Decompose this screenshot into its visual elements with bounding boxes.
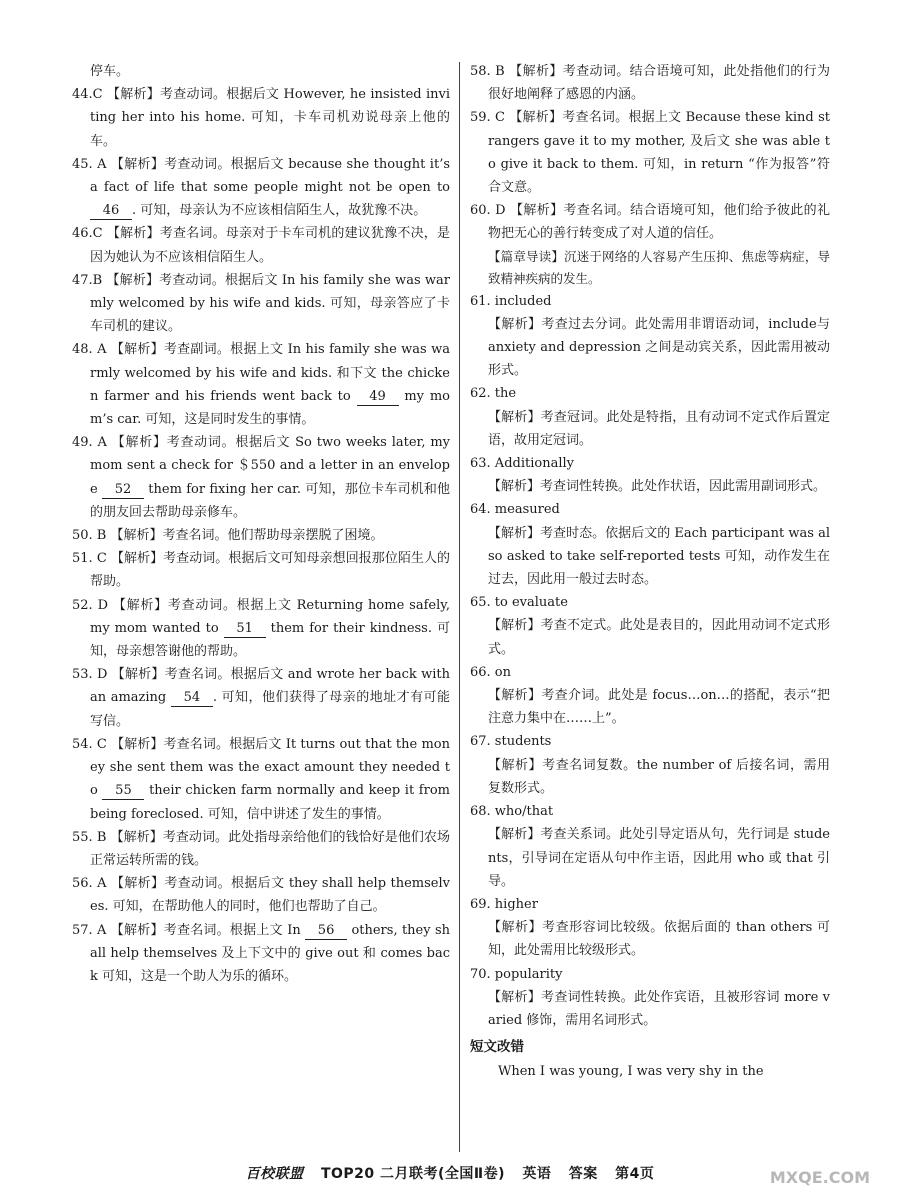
item-text: 48. A 【解析】考查副词。根据上文 In his family she was warmly welcomed by his wife and kids. 和下文 the chicken farmer and his friends went back to: [72, 342, 450, 404]
answer-key: 67. students: [470, 734, 552, 750]
item-text: 53. D 【解析】考查名词。根据后文 and wrote her back with an amazing: [72, 667, 450, 706]
footer-kind: 答案: [568, 1166, 598, 1182]
item-text: my mom’s car. 可知，这是同时发生的事情。: [90, 388, 450, 428]
answer-item: [72, 338, 450, 431]
item-text: 49. A 【解析】考查动词。根据后文 So two weeks later, my mom sent a check for ＄550 and a letter in an envelope: [72, 435, 450, 497]
item-text: 52. D 【解析】考查动词。根据上文 Returning home safely, my mom wanted to: [72, 597, 450, 636]
blank-number: 49: [357, 389, 399, 406]
item-text: them for their kindness. 可知，母亲想答谢他的帮助。: [90, 620, 450, 660]
answer-explanation: 【解析】考查介词。此处是 focus…on…的搭配，表示“把注意力集中在……上”。: [488, 688, 830, 727]
left-column: [72, 60, 450, 1130]
answer-item: 59. C 【解析】考查名词。根据上文 Because these kind strangers gave it to my mother, 及后文 she was able to give it back to them. 可知，in return “作为报答”符合文意。: [470, 110, 830, 196]
answer-item: 50. B 【解析】考查名词。他们帮助母亲摆脱了困境。: [72, 528, 384, 544]
answer-explanation: 【解析】考查形容词比较级。依据后面的 than others 可知，此处需用比较级形式。: [488, 920, 830, 959]
item-text: others, they shall help themselves 及上下文中的 give out 和 comes back 可知，这是一个助人为乐的循环。: [90, 922, 450, 984]
answer-item: [72, 594, 450, 664]
answer-explanation: 【解析】考查词性转换。此处作宾语，且被形容词 more varied 修饰，需用名词形式。: [488, 989, 830, 1028]
column-divider: [459, 62, 460, 1152]
page-footer: [0, 1163, 900, 1183]
answer-item: [72, 431, 450, 524]
item-text: . 可知，母亲认为不应该相信陌生人，故犹豫不决。: [132, 203, 427, 219]
footer-brand: 百校联盟: [245, 1166, 304, 1182]
answer-item: 58. B 【解析】考查动词。结合语境可知，此处指他们的行为很好地阐释了感恩的内涵。: [470, 64, 830, 103]
blank-number: 54: [171, 690, 213, 707]
blank-number: 56: [305, 923, 347, 940]
answer-item: 55. B 【解析】考查动词。此处指母亲给他们的钱恰好是他们农场正常运转所需的钱。: [72, 829, 450, 868]
continued-text: 停车。: [90, 64, 130, 79]
footer-exam: TOP20 二月联考(全国Ⅱ卷): [320, 1166, 506, 1182]
answer-key: 62. the: [470, 386, 517, 402]
answer-explanation: 【解析】考查词性转换。此处作状语，因此需用副词形式。: [488, 479, 827, 495]
section-heading: 短文改错: [470, 1039, 524, 1056]
item-text: 57. A 【解析】考查名词。根据上文 In: [72, 922, 306, 938]
item-text: them for fixing her car. 可知，那位卡车司机和他的朋友回去帮助母亲修车。: [90, 481, 450, 520]
answer-item: 47.B 【解析】考查动词。根据后文 In his family she was warmly welcomed by his wife and kids. 可知，母亲答应了卡车司机的建议。: [72, 272, 450, 335]
footer-subject: 英语: [522, 1166, 552, 1182]
answer-item: [72, 153, 450, 223]
answer-key: 70. popularity: [470, 966, 563, 982]
answer-key: 66. on: [470, 664, 512, 680]
answer-item: 51. C 【解析】考查动词。根据后文可知母亲想回报那位陌生人的帮助。: [72, 551, 450, 590]
answer-item: 60. D 【解析】考查名词。结合语境可知，他们给予彼此的礼物把无心的善行转变成了对人道的信任。: [470, 203, 830, 242]
item-text: 45. A 【解析】考查动词。根据后文 because she thought it’s a fact of life that some people might not be open to: [72, 156, 450, 196]
item-text: 54. C 【解析】考查名词。根据后文 It turns out that the money she sent them was the exact amount they needed to: [72, 736, 450, 799]
blank-number: 52: [102, 482, 144, 499]
answer-explanation: 【解析】考查时态。依据后文的 Each participant was also asked to take self-reported tests 可知，动作发生在过去，因此用一般过去时态。: [488, 525, 830, 588]
answer-key: 65. to evaluate: [470, 595, 568, 611]
answer-key: 64. measured: [470, 502, 560, 518]
answer-explanation: 【解析】考查不定式。此处是表目的，因此用动词不定式形式。: [488, 618, 830, 657]
footer-page-number: 第4页: [615, 1166, 655, 1182]
answer-key: 69. higher: [470, 896, 538, 912]
item-text: their chicken farm normally and keep it from being foreclosed. 可知，信中讲述了发生的事情。: [90, 783, 450, 822]
answer-item: 44.C 【解析】考查动词。根据后文 However, he insisted inviting her into his home. 可知，卡车司机劝说母亲上他的车。: [72, 87, 450, 149]
answer-explanation: 【解析】考查名词复数。the number of 后接名词，需用复数形式。: [488, 757, 830, 796]
passage-guide: 【篇章导读】沉迷于网络的人容易产生压抑、焦虑等病症，导致精神疾病的发生。: [488, 248, 830, 286]
answer-key: 61. included: [470, 293, 552, 309]
blank-number: 46: [90, 203, 132, 220]
answer-item: 46.C 【解析】考查名词。母亲对于卡车司机的建议犹豫不决，是因为她认为不应该相信陌生人。: [72, 226, 450, 265]
answer-key: 63. Additionally: [470, 456, 574, 472]
answer-explanation: 【解析】考查过去分词。此处需用非谓语动词，include与 anxiety and depression 之间是动宾关系，因此需用被动形式。: [488, 316, 830, 379]
answer-explanation: 【解析】考查关系词。此处引导定语从句，先行词是 students，引导词在定语从句中作主语，因此用 who 或 that 引导。: [488, 827, 830, 889]
answer-explanation: 【解析】考查冠词。此处是特指，且有动词不定式作后置定语，故用定冠词。: [488, 409, 830, 448]
site-watermark: MXQE.COM: [769, 1168, 870, 1187]
blank-number: 51: [224, 621, 266, 638]
right-column: [470, 60, 830, 1130]
answer-item: [72, 663, 450, 733]
answer-item: 56. A 【解析】考查动词。根据后文 they shall help themselves. 可知，在帮助他人的同时，他们也帮助了自己。: [72, 876, 450, 915]
answer-item: [72, 919, 450, 989]
answer-key: 68. who/that: [470, 804, 554, 820]
answer-item: [72, 733, 450, 826]
item-text: . 可知，他们获得了母亲的地址才有可能写信。: [90, 690, 450, 729]
passage-paragraph: When I was young, I was very shy in the: [498, 1064, 764, 1080]
blank-number: 55: [102, 783, 144, 800]
